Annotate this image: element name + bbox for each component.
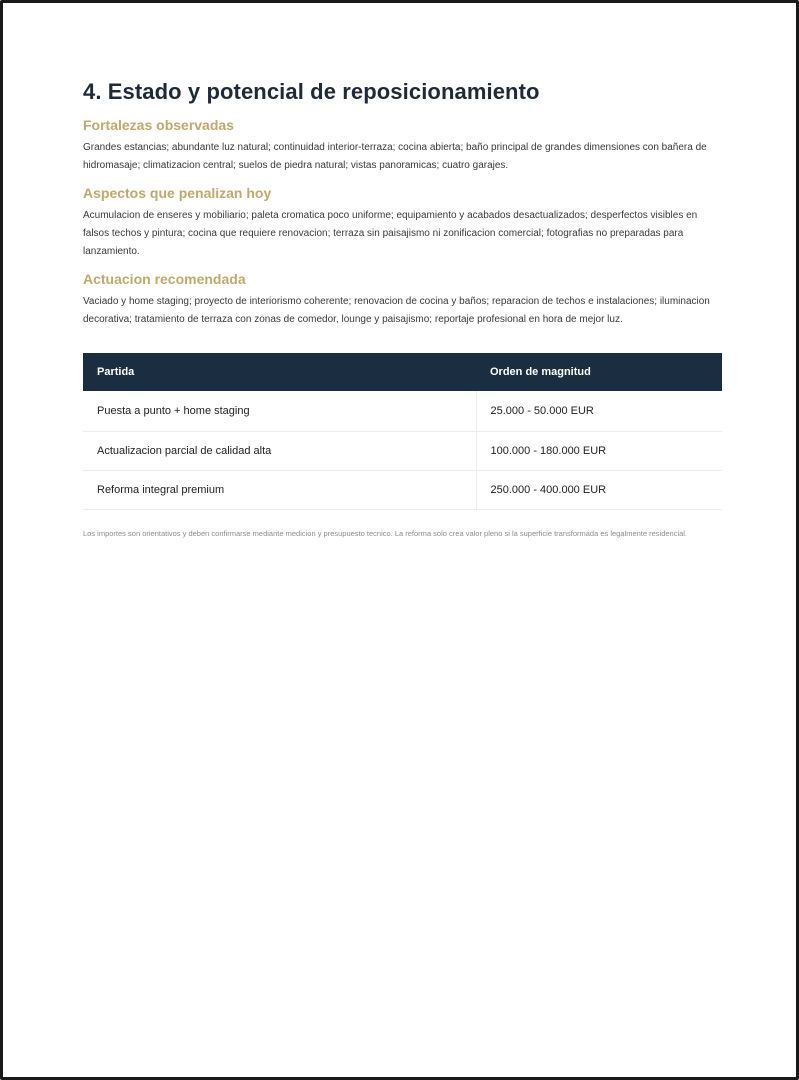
column-header-orden-de-magnitud: Orden de magnitud [476, 353, 722, 391]
section-title: 4. Estado y potencial de reposicionamiento [83, 79, 540, 104]
cost-estimate-table [83, 353, 722, 510]
subheading-weaknesses: Aspectos que penalizan hoy [83, 185, 272, 201]
table-row [83, 432, 722, 471]
table-row [83, 391, 722, 432]
subheading-recommended-action: Actuacion recomendada [83, 271, 246, 287]
footnote: Los importes son orientativos y deben confirmarse mediante medicion y presupuesto tecnico. La reforma solo crea valor pleno si la superficie transformada es legalmente residencial. [83, 529, 688, 538]
table-cell-partida: Actualizacion parcial de calidad alta [83, 432, 476, 471]
table-header-row [83, 353, 722, 391]
table-cell-partida: Puesta a punto + home staging [83, 391, 476, 432]
table-cell-magnitud: 100.000 - 180.000 EUR [476, 432, 722, 471]
table-row [83, 471, 722, 510]
column-header-partida: Partida [83, 353, 476, 391]
paragraph-weaknesses: Acumulacion de enseres y mobiliario; paleta cromatica poco uniforme; equipamiento y acabados desactualizados; desperfectos visibles en falsos techos y pintura; cocina que requiere renovacion; terraza sin paisajismo ni zonificacion comercial; fotografias no preparadas para lanzamiento. [83, 210, 698, 257]
table-cell-partida: Reforma integral premium [83, 471, 476, 510]
table-body [83, 391, 722, 510]
table-header [83, 353, 722, 391]
table-cell-magnitud: 25.000 - 50.000 EUR [476, 391, 722, 432]
subheading-strengths: Fortalezas observadas [83, 117, 234, 133]
paragraph-recommended-action: Vaciado y home staging; proyecto de interiorismo coherente; renovacion de cocina y baños; reparacion de techos e instalaciones; iluminacion decorativa; tratamiento de terraza con zonas de comedor, lounge y paisajismo; reportaje profesional en hora de mejor luz. [83, 296, 710, 325]
table-cell-magnitud: 250.000 - 400.000 EUR [476, 471, 722, 510]
paragraph-strengths: Grandes estancias; abundante luz natural; continuidad interior-terraza; cocina abierta; baño principal de grandes dimensiones con bañera de hidromasaje; climatizacion central; suelos de piedra natural; vistas panoramicas; cuatro garajes. [83, 142, 707, 171]
page-content [83, 77, 723, 540]
